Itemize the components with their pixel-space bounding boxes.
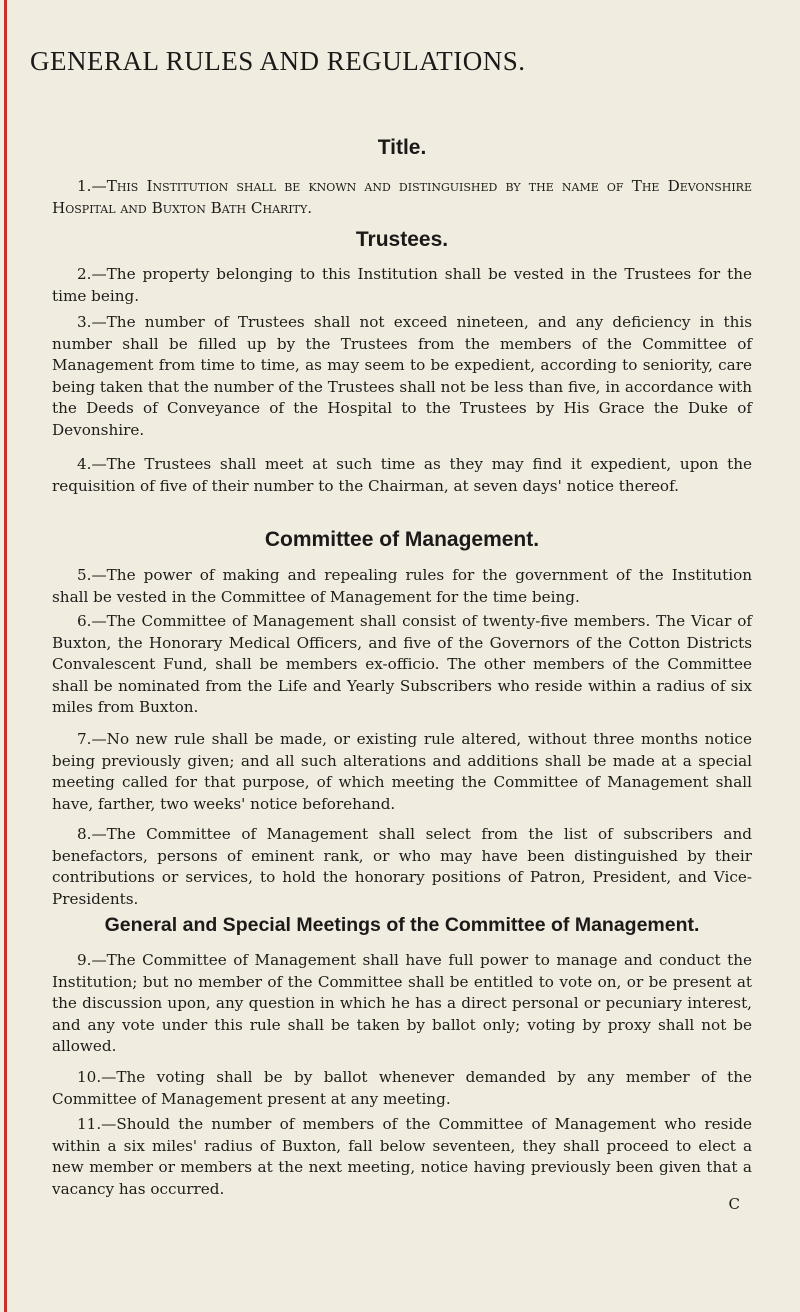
rule-8: 8.—The Committee of Management shall select from the list of subscribers and benefactors, persons of eminent rank, or who may have been distinguished by their contributions or services, to hold the honorary positions of Patron, President, and Vice-Presidents. <box>52 825 752 908</box>
rule-1-text: This Institution shall be known and distinguished by the name of <box>106 177 632 195</box>
rule-9: 9.—The Committee of Management shall have full power to manage and conduct the Institution; but no member of the Committee shall be entitled to vote on, or be present at the discussion upon, any question in which he has a direct personal or pecuniary interest, and any vote under this rule shall be taken by ballot only; voting by proxy shall not be allowed. <box>52 951 752 1055</box>
rule-5: 5.—The power of making and repealing rules for the government of the Institution shall be vested in the Committee of Management for the time being. <box>52 566 752 606</box>
section-heading-title: Title. <box>377 136 427 159</box>
rule-6: 6.—The Committee of Management shall consist of twenty-five members. The Vicar of Buxton, the Honorary Medical Officers, and five of the Governors of the Cotton Districts Convalescent Fund, shall be members ex-officio. The other members of the Committee shall be nominated from the Life and Yearly Subscribers who reside within a radius of six miles from Buxton. <box>52 612 752 716</box>
rule-1 <box>52 176 752 219</box>
institution-name: The Devonshire Hospital and Buxton Bath Charity. <box>52 177 752 217</box>
section-heading-committee: Committee of Management. <box>264 528 540 551</box>
rule-4: 4.—The Trustees shall meet at such time as they may find it expedient, upon the requisition of five of their number to the Chairman, at seven days' notice thereof. <box>52 455 752 495</box>
page-edge-rule <box>4 0 7 1312</box>
document-title: GENERAL RULES AND REGULATIONS. <box>30 46 526 76</box>
rule-10: 10.—The voting shall be by ballot whenever demanded by any member of the Committee of Management present at any meeting. <box>52 1068 752 1108</box>
rule-7: 7.—No new rule shall be made, or existing rule altered, without three months notice being previously given; and all such alterations and additions shall be made at a special meeting called for that purpose, of which meeting the Committee of Management shall have, farther, two weeks' notice beforehand. <box>52 730 752 813</box>
section-heading-meetings: General and Special Meetings of the Committee of Management. <box>104 914 700 936</box>
section-heading-trustees: Trustees. <box>355 228 449 251</box>
rule-3: 3.—The number of Trustees shall not exceed nineteen, and any deficiency in this number shall be filled up by the Trustees from the members of the Committee of Management from time to time, as may seem to be expedient, according to seniority, care being taken that the number of the Trustees shall not be less than five, in accordance with the Deeds of Conveyance of the Hospital to the Trustees by His Grace the Duke of Devonshire. <box>52 313 752 439</box>
signature-mark: C <box>728 1195 740 1213</box>
rule-2: 2.—The property belonging to this Institution shall be vested in the Trustees for the time being. <box>52 265 752 305</box>
rule-1-number: 1.— <box>77 177 107 195</box>
rule-11: 11.—Should the number of members of the Committee of Management who reside within a six miles' radius of Buxton, fall below seventeen, they shall proceed to elect a new member or members at the next meeting, notice having previously been given that a vacancy has occurred. <box>52 1115 752 1198</box>
